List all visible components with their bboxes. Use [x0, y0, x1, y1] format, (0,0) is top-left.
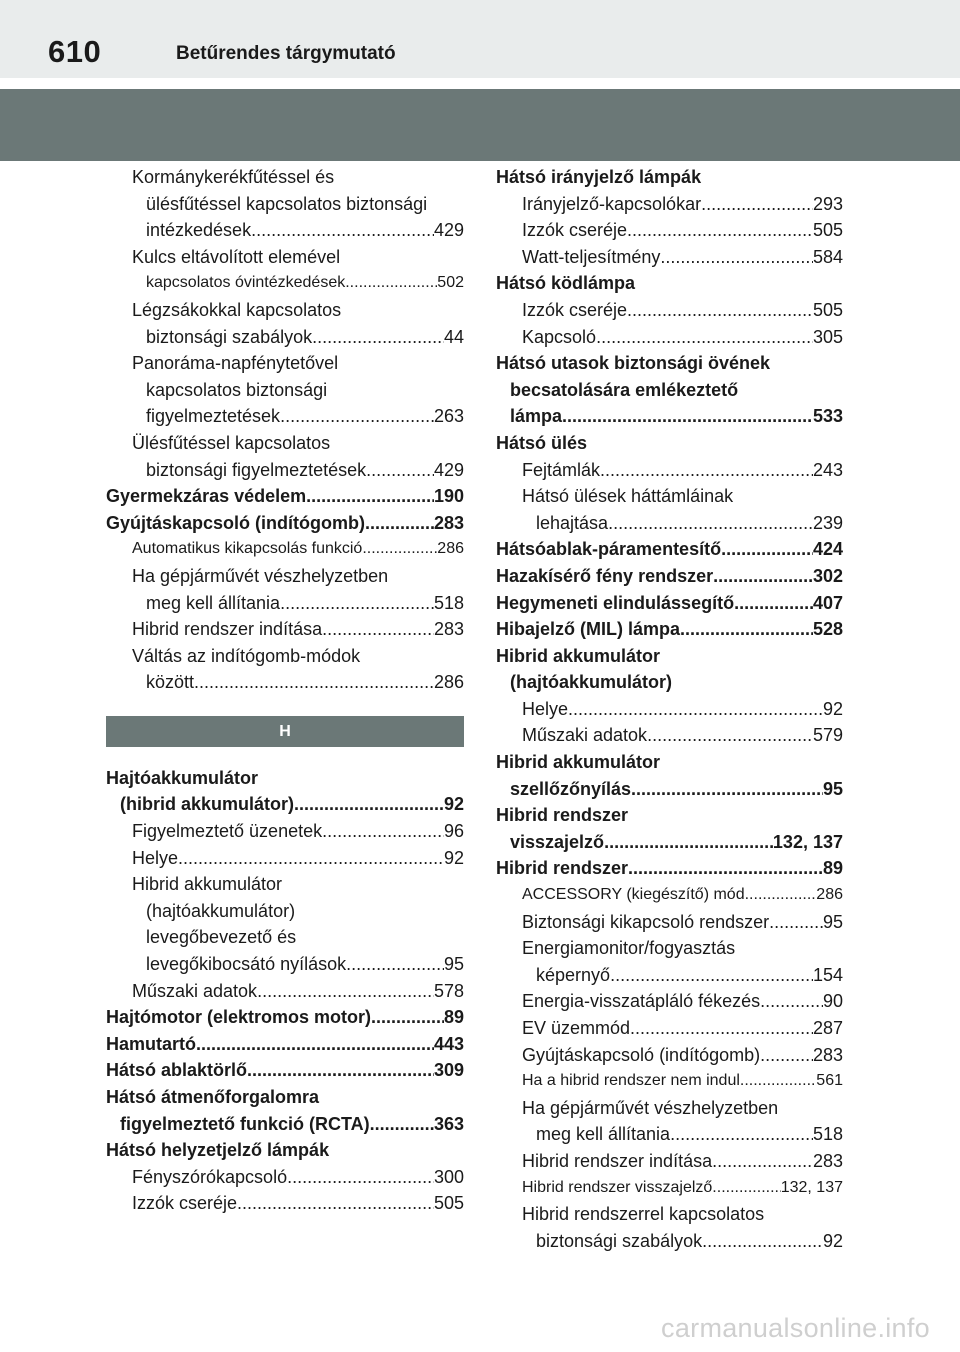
index-entry-page: 429: [433, 459, 464, 480]
dot-leader: [713, 563, 813, 590]
index-entry-label: Helye: [522, 698, 569, 719]
index-entry-label: EV üzemmód: [522, 1018, 631, 1038]
index-entry-label: Hátsó ülés: [496, 432, 588, 453]
index-entry-label: Energia-visszatápláló fékezés: [522, 991, 761, 1012]
index-entry-page: 95: [822, 911, 843, 932]
index-entry: [106, 791, 464, 818]
index-entry-label: Hátsóablak-páramentesítő: [496, 539, 722, 560]
index-entry-page: 286: [437, 540, 464, 558]
index-entry: [496, 829, 843, 856]
index-entry-label: Hibrid akkumulátor: [496, 645, 661, 666]
index-entry-label: Gyújtáskapcsoló (indítógomb): [106, 512, 366, 533]
index-entry-page: 578: [433, 980, 464, 1001]
index-entry-label: intézkedések: [146, 220, 252, 241]
index-entry-label: figyelmeztetések: [146, 406, 281, 427]
dot-leader: [702, 1228, 823, 1255]
index-entry-label: Hegymeneti elindulássegítő: [496, 592, 735, 613]
dot-leader: [346, 951, 444, 978]
index-entry: [496, 855, 843, 882]
dot-leader: [280, 590, 434, 617]
index-entry-label: lehajtása: [536, 512, 609, 533]
index-entry: [106, 270, 464, 297]
index-entry-page: 92: [443, 794, 464, 815]
index-entry-page: 44: [443, 326, 464, 347]
index-entry-label: Hibrid akkumulátor: [496, 752, 661, 773]
index-entry: [496, 669, 843, 696]
index-entry-page: 302: [812, 565, 843, 586]
index-entry: [106, 924, 464, 951]
index-entry: [106, 845, 464, 872]
index-entry-page: 132, 137: [772, 831, 843, 852]
index-entry-page: 533: [812, 406, 843, 427]
index-entry-label: Izzók cseréje: [522, 299, 628, 320]
index-entry-page: 424: [812, 539, 843, 560]
dot-leader: [237, 1190, 434, 1217]
index-entry-page: 95: [822, 778, 843, 799]
index-entry-page: 243: [812, 459, 843, 480]
index-entry-label: Műszaki adatok: [522, 725, 648, 746]
index-entry-label: Ha gépjárművét vészhelyzetben: [522, 1097, 779, 1118]
index-entry-label: (hajtóakkumulátor): [510, 672, 673, 693]
index-entry-label: Kormánykerékfűtéssel és: [132, 167, 335, 187]
index-entry-page: 283: [433, 619, 464, 640]
dot-leader: [627, 297, 813, 324]
index-entry: [496, 909, 843, 936]
dot-leader: [322, 818, 444, 845]
index-entry: [106, 217, 464, 244]
index-entry: [496, 1148, 843, 1175]
index-entry-page: 407: [812, 592, 843, 613]
index-entry-label: Hamutartó: [106, 1033, 197, 1054]
dot-leader: [604, 829, 773, 856]
index-entry: [496, 1228, 843, 1255]
index-entry-page: 92: [822, 698, 843, 719]
index-entry-page: 263: [433, 406, 464, 427]
index-entry-label: Ha a hibrid rendszer nem indul: [522, 1072, 740, 1090]
index-entry-label: ACCESSORY (kiegészítő) mód: [522, 886, 745, 904]
index-entry: [106, 297, 464, 324]
index-entry: [106, 483, 464, 510]
index-entry-label: Váltás az indítógomb-módok: [132, 645, 361, 666]
index-entry-page: 239: [812, 512, 843, 533]
index-entry-label: Irányjelző-kapcsolókar: [522, 193, 702, 214]
index-entry: [106, 244, 464, 271]
dot-leader: [596, 324, 813, 351]
index-entry: [106, 1164, 464, 1191]
dot-leader: [712, 1148, 813, 1175]
index-entry-label: Hajtómotor (elektromos motor): [106, 1007, 372, 1028]
dot-leader: [196, 1031, 434, 1058]
index-entry: [106, 457, 464, 484]
index-entry-label: Figyelmeztető üzenetek: [132, 821, 323, 842]
index-entry-label: (hibrid akkumulátor): [120, 794, 295, 815]
index-entry: [106, 590, 464, 617]
index-entry: [106, 1190, 464, 1217]
index-entry: [496, 962, 843, 989]
index-entry: [106, 164, 464, 191]
index-entry-label: Fejtámlák: [522, 459, 601, 480]
index-entry: [106, 669, 464, 696]
dot-leader: [680, 616, 813, 643]
index-entry: [106, 643, 464, 670]
index-entry-label: Watt-teljesítmény: [522, 246, 661, 267]
right-column: [496, 164, 843, 1254]
index-entry: [496, 483, 843, 510]
index-entry-page: 528: [812, 619, 843, 640]
index-entry-label: Hátsó átmenőforgalomra: [106, 1087, 320, 1107]
dot-leader: [760, 1042, 813, 1069]
index-entry-page: 579: [812, 725, 843, 746]
index-entry-label: Energiamonitor/fogyasztás: [522, 938, 736, 959]
index-entry: [496, 1201, 843, 1228]
header-bar: [0, 0, 960, 78]
index-entry: [106, 350, 464, 377]
index-entry-label: Automatikus kikapcsolás funkció: [132, 540, 363, 558]
dot-leader: [294, 791, 444, 818]
index-entry: [496, 510, 843, 537]
index-entry: [496, 217, 843, 244]
index-entry-page: 300: [433, 1166, 464, 1187]
dot-leader: [280, 403, 434, 430]
index-entry: [106, 1084, 464, 1111]
index-entry: [106, 951, 464, 978]
index-entry-page: 132, 137: [780, 1178, 843, 1196]
index-entry-label: Kulcs eltávolított elemével: [132, 246, 341, 267]
index-entry: [496, 1095, 843, 1122]
index-entry: [496, 749, 843, 776]
index-entry-page: 286: [816, 886, 843, 904]
dot-leader: [306, 483, 434, 510]
index-entry-label: Légzsákokkal kapcsolatos: [132, 299, 342, 320]
index-list-right: [496, 164, 843, 1254]
index-entry-page: 429: [433, 220, 464, 241]
index-entry-label: biztonsági szabályok: [536, 1230, 703, 1251]
index-entry-label: Hátsó ködlámpa: [496, 273, 636, 294]
index-entry-page: 283: [433, 512, 464, 533]
dot-leader: [322, 616, 434, 643]
index-entry: [106, 1004, 464, 1031]
index-entry: [496, 590, 843, 617]
index-entry-label: kapcsolatos biztonsági: [146, 379, 328, 400]
index-entry-label: szellőzőnyílás: [510, 778, 632, 799]
index-entry: [496, 350, 843, 377]
index-entry: [496, 270, 843, 297]
index-entry-label: Fényszórókapcsoló: [132, 1166, 288, 1187]
index-entry-label: Biztonsági kikapcsoló rendszer: [522, 911, 770, 932]
dot-leader: [721, 536, 813, 563]
index-entry-page: 505: [433, 1193, 464, 1214]
index-entry-label: Izzók cseréje: [132, 1193, 238, 1214]
watermark: carmanualsonline.info: [661, 1313, 930, 1343]
index-entry: [106, 765, 464, 792]
index-entry: [496, 1121, 843, 1148]
index-entry: [496, 696, 843, 723]
page-title: Betűrendes tárgymutató: [176, 43, 396, 64]
index-entry-label: Hátsó ablaktörlő: [106, 1060, 248, 1081]
index-entry-label: Izzók cseréje: [522, 220, 628, 241]
index-entry-page: 286: [433, 672, 464, 693]
index-entry: [496, 935, 843, 962]
dot-leader: [740, 1068, 816, 1095]
index-entry-label: Hibrid rendszer indítása: [522, 1150, 713, 1171]
dot-leader: [370, 1111, 434, 1138]
dot-leader: [760, 988, 823, 1015]
index-entry-label: Hibrid akkumulátor: [132, 874, 283, 895]
index-entry: [496, 377, 843, 404]
index-entry-page: 293: [812, 193, 843, 214]
index-entry-label: (hajtóakkumulátor): [146, 900, 296, 921]
index-entry-page: 287: [812, 1018, 843, 1038]
index-entry: [106, 898, 464, 925]
index-entry-page: 90: [822, 991, 843, 1012]
page-number: 610: [48, 34, 102, 69]
dot-leader: [647, 722, 813, 749]
index-entry: [496, 722, 843, 749]
index-entry-label: becsatolására emlékeztető: [510, 379, 739, 400]
index-entry-label: Hibrid rendszer indítása: [132, 619, 323, 640]
index-entry-label: Hátsó helyzetjelző lámpák: [106, 1140, 330, 1161]
index-entry: [496, 164, 843, 191]
dot-leader: [745, 882, 817, 909]
index-entry: [496, 1015, 843, 1042]
dot-leader: [628, 855, 823, 882]
index-entry-label: Hátsó irányjelző lámpák: [496, 167, 702, 187]
dot-leader: [562, 403, 813, 430]
index-entry: [106, 978, 464, 1005]
index-entry: [106, 1111, 464, 1138]
dot-leader: [631, 776, 823, 803]
index-entry: [496, 1068, 843, 1095]
dot-leader: [712, 1175, 780, 1202]
index-entry: [106, 1137, 464, 1164]
index-entry-page: 283: [812, 1044, 843, 1065]
index-entry-label: Helye: [132, 847, 179, 868]
index-entry-label: Kapcsoló: [522, 326, 597, 347]
dot-leader: [600, 457, 813, 484]
index-entry: [106, 191, 464, 218]
index-entry-page: 96: [443, 821, 464, 842]
left-column: [106, 164, 464, 1217]
index-entry-page: 505: [812, 299, 843, 320]
index-entry: [496, 191, 843, 218]
index-entry-page: 309: [433, 1060, 464, 1081]
dot-leader: [194, 669, 434, 696]
dot-leader: [366, 457, 434, 484]
index-entry: [106, 403, 464, 430]
index-entry: [496, 430, 843, 457]
index-entry-page: 584: [812, 246, 843, 267]
index-entry-label: biztonsági szabályok: [146, 326, 313, 347]
index-entry-label: Műszaki adatok: [132, 980, 258, 1001]
index-entry: [106, 430, 464, 457]
index-entry-label: biztonsági figyelmeztetések: [146, 459, 367, 480]
header-band: [0, 89, 960, 161]
index-entry: [106, 536, 464, 563]
dot-leader: [630, 1015, 813, 1042]
index-entry-label: Ha gépjárművét vészhelyzetben: [132, 565, 389, 586]
index-entry: [106, 510, 464, 537]
index-entry-label: Gyermekzáras védelem: [106, 486, 307, 507]
index-entry-page: 305: [812, 326, 843, 347]
index-entry-label: között: [146, 672, 195, 693]
index-entry-label: képernyő: [536, 964, 611, 985]
index-entry-page: 505: [812, 220, 843, 241]
dot-leader: [247, 1057, 434, 1084]
index-entry-page: 443: [433, 1033, 464, 1054]
dot-leader: [362, 536, 437, 563]
index-entry-label: kapcsolatos óvintézkedések: [146, 274, 346, 292]
index-entry-page: 89: [822, 858, 843, 879]
dot-leader: [345, 270, 437, 297]
index-entry-label: Hibrid rendszer: [496, 858, 629, 879]
index-entry: [496, 563, 843, 590]
index-entry-label: Ülésfűtéssel kapcsolatos: [132, 432, 331, 453]
index-entry-page: 190: [433, 486, 464, 507]
index-entry: [496, 988, 843, 1015]
dot-leader: [568, 696, 823, 723]
index-entry-label: Gyújtáskapcsoló (indítógomb): [522, 1044, 761, 1065]
index-entry: [496, 1175, 843, 1202]
dot-leader: [312, 324, 444, 351]
dot-leader: [670, 1121, 813, 1148]
index-entry-label: Hajtóakkumulátor: [106, 767, 259, 788]
index-entry-label: meg kell állítania: [146, 592, 281, 613]
index-entry-page: 502: [437, 274, 464, 292]
index-entry-page: 283: [812, 1150, 843, 1171]
dot-leader: [769, 909, 823, 936]
dot-leader: [251, 217, 434, 244]
index-entry: [106, 818, 464, 845]
index-entry-label: Hátsó utasok biztonsági övének: [496, 353, 771, 374]
index-entry-label: visszajelző: [510, 831, 605, 852]
index-entry-label: levegőbevezető és: [146, 927, 297, 948]
index-entry-label: Panoráma-napfénytetővel: [132, 353, 339, 374]
index-entry-page: 92: [443, 847, 464, 868]
index-entry: [496, 802, 843, 829]
index-entry-page: 518: [433, 592, 464, 613]
dot-leader: [734, 590, 813, 617]
index-entry-page: 95: [443, 954, 464, 975]
index-entry: [496, 403, 843, 430]
index-entry-label: ülésfűtéssel kapcsolatos biztonsági: [146, 193, 428, 214]
index-entry-label: Hibajelző (MIL) lámpa: [496, 619, 681, 640]
index-entry-label: levegőkibocsátó nyílások: [146, 954, 347, 975]
dot-leader: [287, 1164, 434, 1191]
index-entry: [106, 377, 464, 404]
section-header-h: H: [106, 716, 464, 747]
index-entry: [106, 871, 464, 898]
dot-leader: [257, 978, 434, 1005]
index-entry: [106, 1031, 464, 1058]
index-entry-page: 363: [433, 1113, 464, 1134]
index-entry: [496, 882, 843, 909]
index-entry-label: Hibrid rendszer: [496, 805, 629, 826]
index-entry-page: 89: [443, 1007, 464, 1028]
index-entry-label: Hátsó ülések háttámláinak: [522, 486, 734, 507]
index-entry: [496, 536, 843, 563]
index-entry: [106, 1057, 464, 1084]
index-entry: [496, 297, 843, 324]
index-entry: [496, 776, 843, 803]
index-entry: [496, 1042, 843, 1069]
index-entry-label: figyelmeztető funkció (RCTA): [120, 1113, 370, 1134]
index-entry-page: 518: [812, 1124, 843, 1145]
index-entry-label: Hibrid rendszerrel kapcsolatos: [522, 1204, 765, 1225]
dot-leader: [627, 217, 813, 244]
index-entry-label: lámpa: [510, 406, 563, 427]
dot-leader: [608, 510, 813, 537]
index-entry-label: Hazakísérő fény rendszer: [496, 565, 714, 586]
index-entry-page: 154: [812, 964, 843, 985]
index-entry-page: 92: [822, 1230, 843, 1251]
index-entry: [496, 616, 843, 643]
index-entry-label: Hibrid rendszer visszajelző: [522, 1178, 713, 1196]
dot-leader: [660, 244, 813, 271]
dot-leader: [371, 1004, 444, 1031]
index-entry: [496, 643, 843, 670]
dot-leader: [365, 510, 434, 537]
dot-leader: [178, 845, 444, 872]
index-entry-label: meg kell állítania: [536, 1124, 671, 1145]
index-list-left-top: [106, 164, 464, 696]
dot-leader: [610, 962, 813, 989]
index-entry: [106, 563, 464, 590]
index-entry: [106, 324, 464, 351]
index-entry-page: 561: [816, 1072, 843, 1090]
index-entry: [106, 616, 464, 643]
index-entry: [496, 324, 843, 351]
index-entry: [496, 244, 843, 271]
index-entry: [496, 457, 843, 484]
dot-leader: [701, 191, 813, 218]
index-list-left-bottom: [106, 765, 464, 1217]
